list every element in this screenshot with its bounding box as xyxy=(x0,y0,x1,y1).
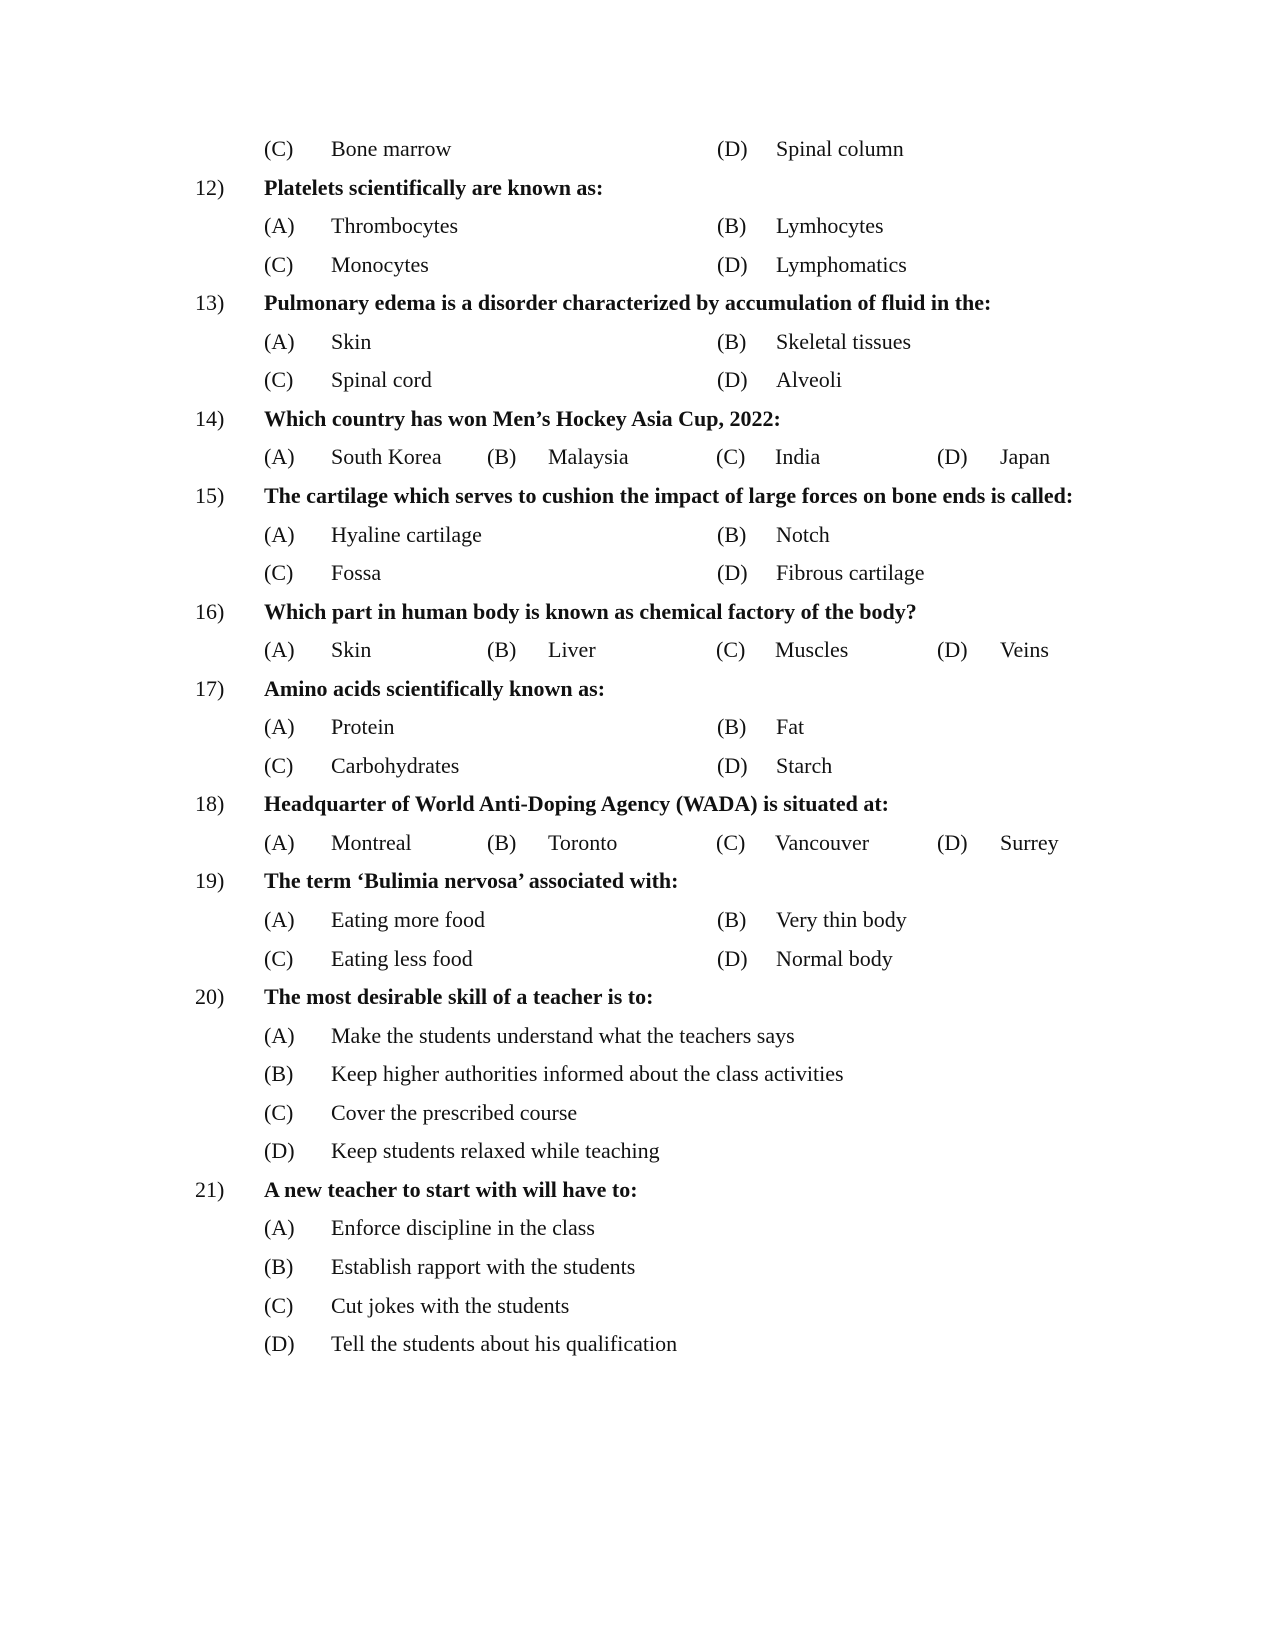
option-letter: (D) xyxy=(717,136,748,161)
option-text: Skin xyxy=(331,329,372,354)
question-number: 21) xyxy=(195,1177,225,1202)
option-text: Cover the prescribed course xyxy=(331,1100,578,1125)
option-letter: (C) xyxy=(264,946,294,971)
option-letter: (C) xyxy=(264,560,294,585)
question-text: The cartilage which serves to cushion the impact of large forces on bone ends is called: xyxy=(264,483,1074,508)
option-letter: (C) xyxy=(264,1293,294,1318)
option-letter: (A) xyxy=(264,522,295,547)
option-letter: (C) xyxy=(716,444,746,469)
question-number: 16) xyxy=(195,599,225,624)
option-text: Vancouver xyxy=(775,830,870,855)
option-letter: (B) xyxy=(717,714,747,739)
option-letter: (A) xyxy=(264,1215,295,1240)
option-text: Enforce discipline in the class xyxy=(331,1215,595,1240)
option-text: Liver xyxy=(548,637,596,662)
option-text: India xyxy=(775,444,821,469)
option-text: Spinal cord xyxy=(331,367,432,392)
option-letter: (D) xyxy=(937,637,968,662)
option-text: Cut jokes with the students xyxy=(331,1293,570,1318)
option-letter: (C) xyxy=(264,136,294,161)
option-text: Normal body xyxy=(776,946,893,971)
option-text: Muscles xyxy=(775,637,849,662)
question-text: The most desirable skill of a teacher is to: xyxy=(264,984,654,1009)
option-text: Thrombocytes xyxy=(331,213,459,238)
option-text: Starch xyxy=(776,753,833,778)
option-letter: (C) xyxy=(716,830,746,855)
option-text: Eating more food xyxy=(331,907,485,932)
option-text: Keep higher authorities informed about the class activities xyxy=(331,1061,844,1086)
question-number: 18) xyxy=(195,791,225,816)
option-text: Notch xyxy=(776,522,830,547)
option-letter: (C) xyxy=(264,367,294,392)
option-text: Veins xyxy=(1000,637,1049,662)
question-text: The term ‘Bulimia nervosa’ associated with: xyxy=(264,868,679,893)
option-text: Keep students relaxed while teaching xyxy=(331,1138,660,1163)
option-text: Skin xyxy=(331,637,372,662)
option-letter: (D) xyxy=(717,753,748,778)
option-text: Carbohydrates xyxy=(331,753,460,778)
option-letter: (B) xyxy=(264,1254,294,1279)
option-text: South Korea xyxy=(331,444,442,469)
option-letter: (A) xyxy=(264,213,295,238)
option-text: Lymhocytes xyxy=(776,213,884,238)
option-text: Japan xyxy=(1000,444,1051,469)
option-text: Malaysia xyxy=(548,444,629,469)
option-text: Fat xyxy=(776,714,805,739)
option-letter: (B) xyxy=(717,522,747,547)
question-text: Which country has won Men’s Hockey Asia Cup, 2022: xyxy=(264,406,781,431)
option-letter: (D) xyxy=(717,946,748,971)
option-letter: (B) xyxy=(717,907,747,932)
option-letter: (A) xyxy=(264,907,295,932)
option-letter: (A) xyxy=(264,714,295,739)
option-letter: (B) xyxy=(717,213,747,238)
option-letter: (D) xyxy=(264,1331,295,1356)
option-text: Monocytes xyxy=(331,252,429,277)
question-number: 13) xyxy=(195,290,225,315)
option-letter: (D) xyxy=(717,252,748,277)
option-letter: (C) xyxy=(264,753,294,778)
option-letter: (B) xyxy=(264,1061,294,1086)
option-text: Establish rapport with the students xyxy=(331,1254,636,1279)
option-letter: (D) xyxy=(937,830,968,855)
option-letter: (D) xyxy=(717,560,748,585)
option-letter: (C) xyxy=(264,1100,294,1125)
option-text: Montreal xyxy=(331,830,412,855)
option-letter: (B) xyxy=(487,444,517,469)
option-text: Toronto xyxy=(548,830,618,855)
question-text: Which part in human body is known as chemical factory of the body? xyxy=(264,599,917,624)
option-letter: (D) xyxy=(937,444,968,469)
option-letter: (A) xyxy=(264,1023,295,1048)
option-letter: (C) xyxy=(264,252,294,277)
option-text: Surrey xyxy=(1000,830,1059,855)
option-letter: (C) xyxy=(716,637,746,662)
question-number: 15) xyxy=(195,483,225,508)
question-number: 19) xyxy=(195,868,225,893)
option-letter: (A) xyxy=(264,329,295,354)
option-text: Tell the students about his qualification xyxy=(331,1331,678,1356)
question-number: 14) xyxy=(195,406,225,431)
option-text: Bone marrow xyxy=(331,136,452,161)
option-letter: (D) xyxy=(717,367,748,392)
option-text: Eating less food xyxy=(331,946,473,971)
question-number: 17) xyxy=(195,676,225,701)
question-text: Pulmonary edema is a disorder characterized by accumulation of fluid in the: xyxy=(264,290,992,315)
option-text: Alveoli xyxy=(776,367,842,392)
option-text: Make the students understand what the teachers says xyxy=(331,1023,795,1048)
option-letter: (A) xyxy=(264,830,295,855)
option-letter: (A) xyxy=(264,444,295,469)
question-number: 12) xyxy=(195,175,225,200)
option-letter: (D) xyxy=(264,1138,295,1163)
option-text: Fossa xyxy=(331,560,382,585)
option-letter: (B) xyxy=(487,637,517,662)
question-text: A new teacher to start with will have to: xyxy=(264,1177,638,1202)
option-text: Fibrous cartilage xyxy=(776,560,925,585)
option-text: Spinal column xyxy=(776,136,904,161)
question-text: Amino acids scientifically known as: xyxy=(264,676,606,701)
option-text: Skeletal tissues xyxy=(776,329,912,354)
option-text: Lymphomatics xyxy=(776,252,907,277)
option-letter: (A) xyxy=(264,637,295,662)
option-letter: (B) xyxy=(717,329,747,354)
option-letter: (B) xyxy=(487,830,517,855)
question-text: Headquarter of World Anti-Doping Agency (WADA) is situated at: xyxy=(264,791,889,816)
question-text: Platelets scientifically are known as: xyxy=(264,175,604,200)
option-text: Very thin body xyxy=(776,907,907,932)
option-text: Protein xyxy=(331,714,395,739)
question-number: 20) xyxy=(195,984,225,1009)
option-text: Hyaline cartilage xyxy=(331,522,482,547)
